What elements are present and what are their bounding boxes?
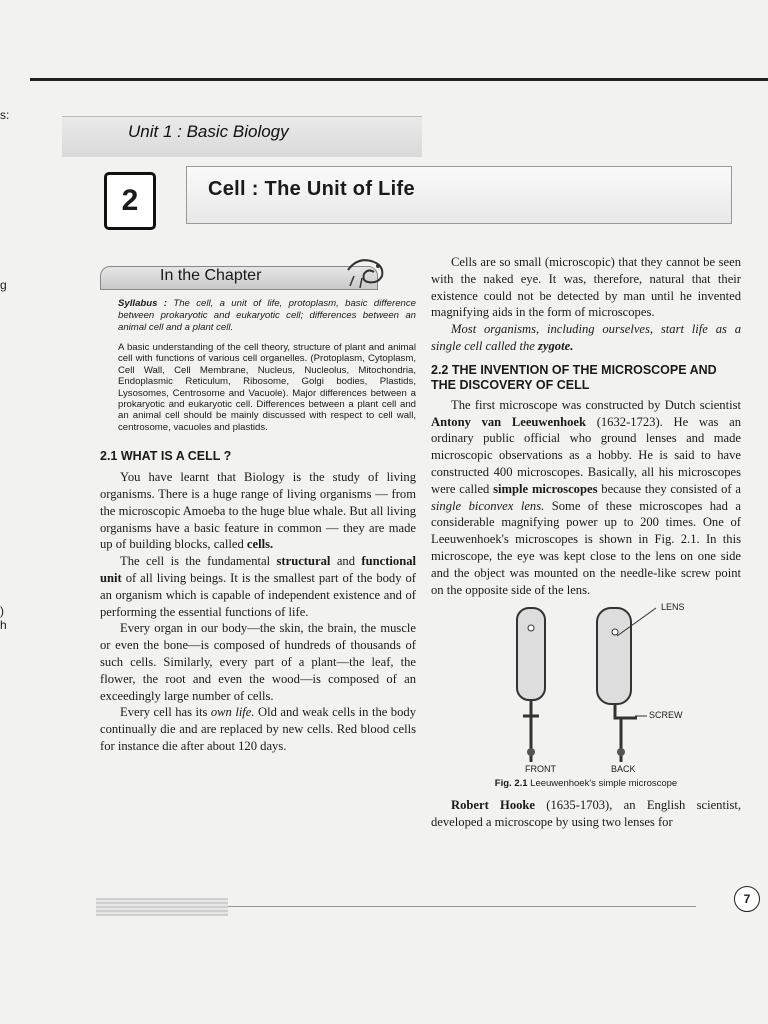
paragraph: Robert Hooke (1635-1703), an English scientist, developed a microscope by using two lenses for (431, 798, 741, 830)
paragraph: Every cell has its own life. Old and weak cells in the body continually die and are replaced by new cells. Red blood cells for instance die after about 120 days. (100, 705, 416, 753)
footer-band (96, 898, 228, 916)
paragraph: Every organ in our body—the skin, the brain, the muscle or even the bone—is composed of hundreds of thousands of such cells. Similarly, every part of a plant—the leaf, the flower, the root and even the wood—is composed of an exceedingly large number of cells. (100, 621, 416, 703)
label-back: BACK (611, 764, 636, 775)
edge-mark: s: (0, 108, 10, 122)
section-2-1-heading: 2.1 WHAT IS A CELL ? (100, 449, 232, 464)
label-lens: LENS (661, 602, 685, 613)
left-column (100, 262, 416, 755)
in-the-chapter-banner (100, 262, 416, 292)
syllabus-block (118, 298, 416, 334)
chapter-title: Cell : The Unit of Life (208, 178, 415, 200)
paragraph: The cell is the fundamental structural and functional unit of all living beings. It is the smallest part of the body of an organism which is capable of independent existence and of performing the essential functions of life. (100, 554, 416, 619)
figure-leader-lines (431, 602, 741, 776)
microscope-figure (431, 602, 741, 776)
figure-caption: Fig. 2.1 Leeuwenhoek's simple microscope (494, 778, 678, 790)
paragraph: You have learnt that Biology is the study of living organisms. There is a huge range of living organisms — from the microscopic Amoeba to the huge blue whale. But all living organisms have a basic feature in common — they are made up of building blocks, called cells. (100, 470, 416, 552)
label-front: FRONT (525, 764, 556, 775)
edge-mark: g (0, 278, 7, 292)
paragraph: Most organisms, including ourselves, start life as a single cell called the zygote. (431, 322, 741, 353)
chapter-number: 2 (104, 172, 156, 230)
paragraph: The first microscope was constructed by Dutch scientist Antony van Leeuwenhoek (1632-1723). He was an ordinary public official who ground lenses and made microscopic observations as a hobby. He is said to have constructed 400 microscopes. Basically, all his microscopes were called simple microscopes because they consisted of a single biconvex lens. Some of these microscopes had a considerable magnifying power up to 200 times. One of Leeuwenhoek's microscopes is shown in Fig. 2.1. In this microscope, the eye was kept close to the lens on one side and the object was mounted on the needle-like screw point on the opposite side of the lens. (431, 397, 741, 597)
unit-title: Unit 1 : Basic Biology (128, 122, 289, 141)
chapter-overview: A basic understanding of the cell theory, structure of plant and animal cell with functions of various cell organelles. (Protoplasm, Cytoplasm, Cell Wall, Cell Membrane, Nucleus, Nucleolus, Mitochondria, Endoplasmic Reticulum, Ribosome, Golgi bodies, Plastids, Lysosomes, Centrosome and Vacuole). Major differences between a prokaryotic and eukaryotic cell. Differences between a plant cell and an animal cell should be mainly discussed with respect to cell wall, centrosome, vacuoles and plastids. (118, 342, 416, 433)
paragraph: Cells are so small (microscopic) that they cannot be seen with the naked eye. It was, therefore, natural that their existence could not be detected by man until he invented magnifying aids in the form of microscopes. (431, 255, 741, 320)
page-number: 7 (734, 886, 760, 912)
edge-mark: h (0, 618, 7, 632)
section-2-2-heading: 2.2 THE INVENTION OF THE MICROSCOPE AND THE DISCOVERY OF CELL (431, 362, 717, 392)
syllabus-label: Syllabus : (118, 298, 167, 309)
edge-mark: ) (0, 604, 4, 618)
top-rule (30, 78, 768, 81)
label-screw: SCREW (649, 710, 683, 721)
chameleon-icon (344, 252, 390, 292)
syllabus-text: The cell, a unit of life, protoplasm, basic difference between prokaryotic and eukaryotic cell; differences between an animal cell and a plant cell. (118, 298, 416, 333)
in-the-chapter-heading: In the Chapter (160, 267, 262, 284)
right-column (431, 254, 741, 831)
